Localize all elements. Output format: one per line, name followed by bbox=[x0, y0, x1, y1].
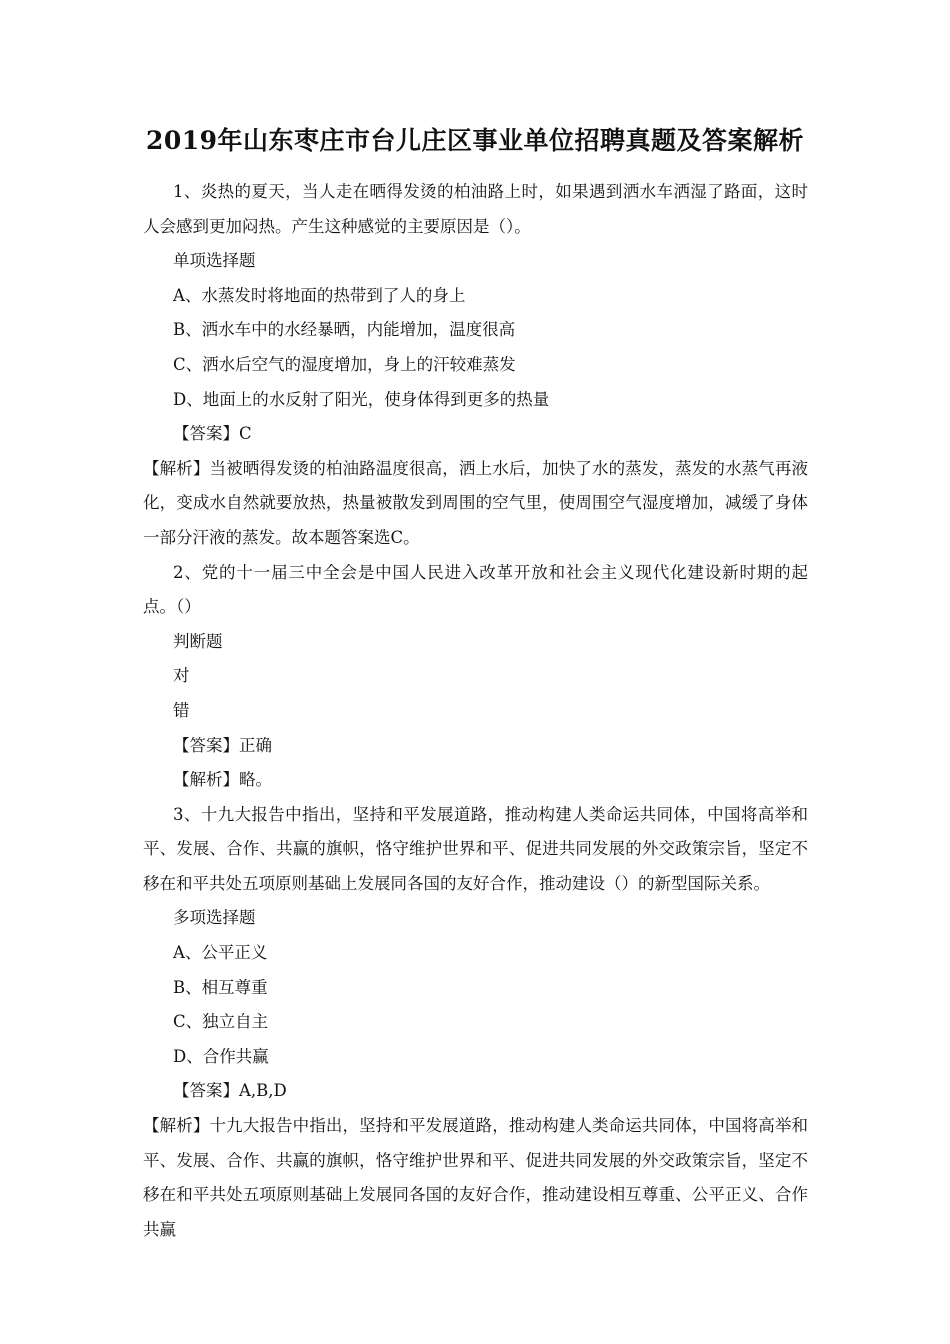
option-d: D、地面上的水反射了阳光，使身体得到更多的热量 bbox=[173, 389, 550, 409]
question-stem: 2、党的十一届三中全会是中国人民进入改革开放和社会主义现代化建设新时期的起点。（） bbox=[143, 562, 808, 617]
answer: 【答案】正确 bbox=[173, 735, 272, 755]
question-type: 判断题 bbox=[173, 631, 223, 651]
question-stem: 3、十九大报告中指出，坚持和平发展道路，推动构建人类命运共同体，中国将高举和平、发展、合作、共赢的旗帜，恪守维护世界和平、促进共同发展的外交政策宗旨，坚定不移在和平共处五项原则基础上发展同各国的友好合作，推动建设（）的新型国际关系。 bbox=[143, 804, 808, 893]
option-d: D、合作共赢 bbox=[173, 1046, 269, 1066]
document-title: 2019年山东枣庄市台儿庄区事业单位招聘真题及答案解析 bbox=[145, 126, 805, 155]
question-type: 单项选择题 bbox=[173, 251, 256, 271]
option-a: A、公平正义 bbox=[173, 943, 268, 963]
option-b: B、洒水车中的水经暴晒，内能增加，温度很高 bbox=[173, 320, 516, 340]
question-1 bbox=[143, 175, 808, 556]
option-c: C、独立自主 bbox=[173, 1012, 269, 1032]
document-body bbox=[143, 175, 808, 1247]
option-a: A、水蒸发时将地面的热带到了人的身上 bbox=[173, 285, 466, 305]
answer: 【答案】A,B,D bbox=[173, 1081, 287, 1101]
analysis: 【解析】十九大报告中指出，坚持和平发展道路，推动构建人类命运共同体，中国将高举和平、发展、合作、共赢的旗帜，恪守维护世界和平、促进共同发展的外交政策宗旨，坚定不移在和平共处五项原则基础上发展同各国的友好合作，推动建设相互尊重、公平正义、合作共赢 bbox=[143, 1116, 808, 1239]
question-type: 多项选择题 bbox=[173, 908, 256, 928]
question-stem: 1、炎热的夏天，当人走在晒得发烫的柏油路上时，如果遇到洒水车洒湿了路面，这时人会感到更加闷热。产生这种感觉的主要原因是（）。 bbox=[143, 182, 808, 236]
question-2 bbox=[143, 556, 808, 798]
analysis: 【解析】当被晒得发烫的柏油路温度很高，洒上水后，加快了水的蒸发，蒸发的水蒸气再液化，变成水自然就要放热，热量被散发到周围的空气里，使周围空气湿度增加，减缓了身体一部分汗液的蒸发。故本题答案选C。 bbox=[143, 458, 808, 547]
option-true: 对 bbox=[173, 666, 190, 686]
question-3 bbox=[143, 798, 808, 1248]
answer: 【答案】C bbox=[173, 424, 252, 444]
analysis: 【解析】略。 bbox=[173, 770, 272, 790]
option-b: B、相互尊重 bbox=[173, 977, 268, 997]
option-c: C、洒水后空气的湿度增加，身上的汗较难蒸发 bbox=[173, 354, 516, 374]
option-false: 错 bbox=[173, 700, 190, 720]
